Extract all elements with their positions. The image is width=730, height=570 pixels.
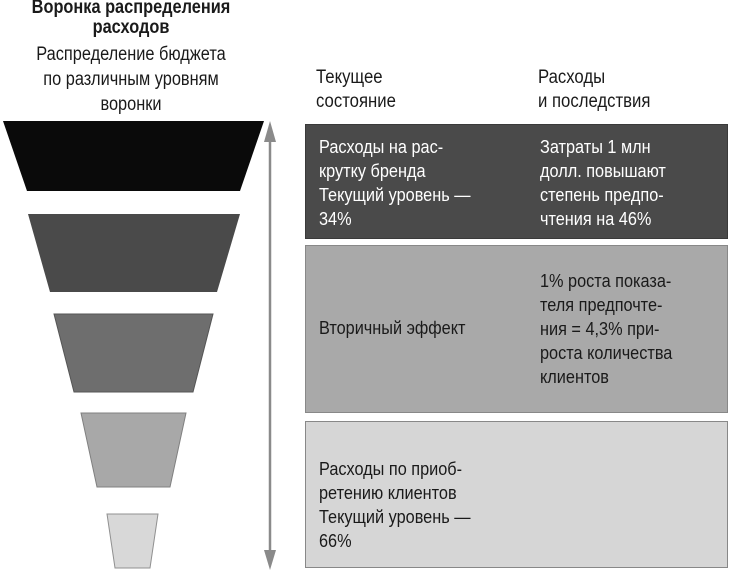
funnel-level-2 [28, 214, 240, 292]
row-brand [305, 124, 728, 239]
funnel-level-4 [81, 413, 186, 487]
column-header-effects: Расходы и последствия [538, 67, 651, 112]
arrow-down-head [264, 550, 276, 570]
row-acquisition-current: Расходы по приоб- ретению клиентов Текущий уровень — 66% [319, 458, 471, 551]
funnel-level-1 [3, 121, 264, 191]
funnel-level-3 [54, 314, 213, 392]
column-header-current: Текущее состояние [316, 67, 396, 112]
row-acquisition [305, 421, 728, 568]
row-secondary-current: Вторичный эффект [319, 317, 466, 338]
row-brand-current: Расходы на рас- крутку бренда Текущий уровень — 34% [319, 136, 471, 229]
row-brand-effects: Затраты 1 млн долл. повышают степень предпо- чтения на 46% [540, 136, 666, 229]
funnel-diagram [0, 0, 300, 570]
arrow-up-head [264, 121, 276, 142]
row-secondary [305, 245, 728, 413]
funnel-subtitle: Распределение бюджета по различным уровням воронки [36, 44, 226, 115]
double-arrow [264, 121, 276, 570]
funnel-level-5 [107, 514, 158, 568]
funnel-title: Воронка распределения расходов [31, 0, 231, 38]
row-secondary-effects: 1% роста показа- теля предпочте- ния = 4,3% при- роста количества клиентов [540, 270, 673, 387]
